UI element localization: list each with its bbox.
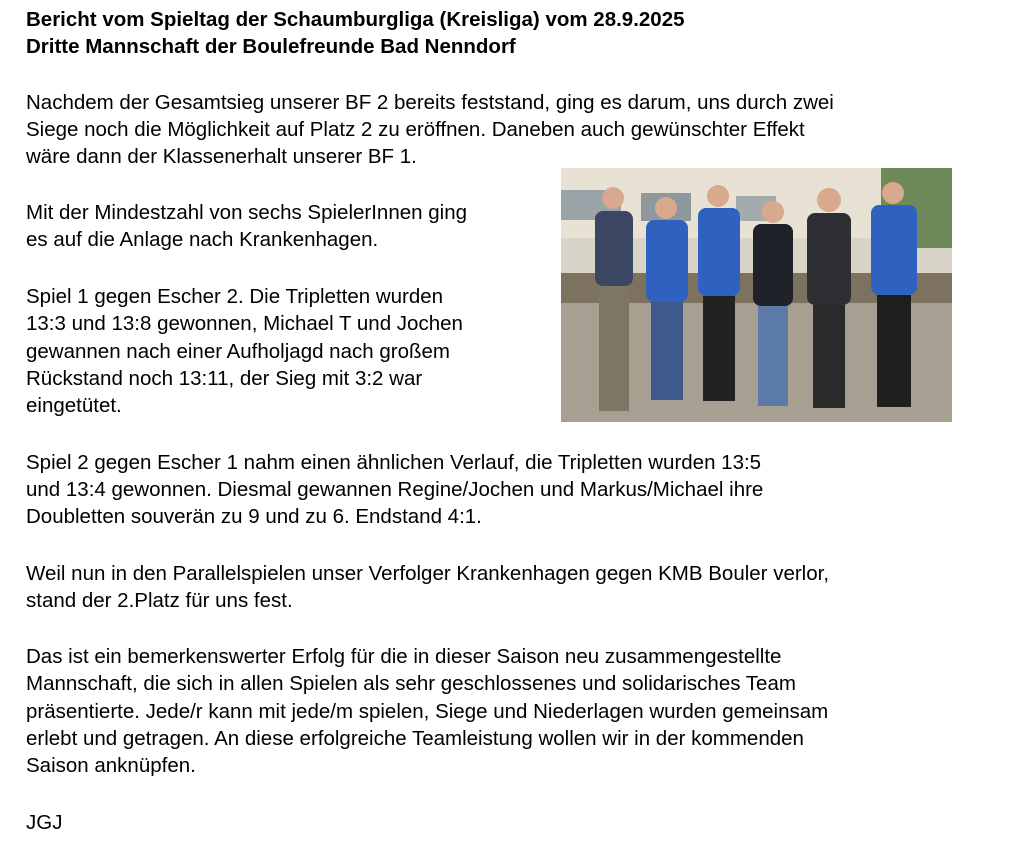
text-line: Mit der Mindestzahl von sechs SpielerInnen ging — [26, 201, 467, 224]
text-line: erlebt und getragen. An diese erfolgreiche Teamleistung wollen wir in der kommenden — [26, 727, 804, 750]
team-photo — [561, 168, 952, 422]
text-line: 13:3 und 13:8 gewonnen, Michael T und Jochen — [26, 312, 463, 335]
report-title-line-2: Dritte Mannschaft der Boulefreunde Bad Nenndorf — [26, 35, 516, 58]
text-line: präsentierte. Jede/r kann mit jede/m spielen, Siege und Niederlagen wurden gemeinsam — [26, 700, 829, 723]
signature: JGJ — [26, 811, 63, 834]
text-line: es auf die Anlage nach Krankenhagen. — [26, 228, 379, 251]
text-line: Das ist ein bemerkenswerter Erfolg für die in dieser Saison neu zusammengestellte — [26, 645, 782, 668]
text-line: und 13:4 gewonnen. Diesmal gewannen Regine/Jochen und Markus/Michael ihre — [26, 478, 764, 501]
text-line: Spiel 2 gegen Escher 1 nahm einen ähnlichen Verlauf, die Tripletten wurden 13:5 — [26, 451, 762, 474]
text-line: Mannschaft, die sich in allen Spielen als sehr geschlossenes und solidarisches Team — [26, 672, 796, 695]
text-line: eingetütet. — [26, 394, 122, 417]
text-line: stand der 2.Platz für uns fest. — [26, 589, 293, 612]
text-line: wäre dann der Klassenerhalt unserer BF 1. — [26, 145, 417, 168]
text-line: Nachdem der Gesamtsieg unserer BF 2 bereits feststand, ging es darum, uns durch zwei — [26, 91, 834, 114]
text-line: Rückstand noch 13:11, der Sieg mit 3:2 war — [26, 367, 423, 390]
text-line: Saison anknüpfen. — [26, 754, 196, 777]
report-title-line-1: Bericht vom Spieltag der Schaumburgliga (Kreisliga) vom 28.9.2025 — [26, 8, 685, 31]
text-line: Spiel 1 gegen Escher 2. Die Tripletten wurden — [26, 285, 444, 308]
text-line: Weil nun in den Parallelspielen unser Verfolger Krankenhagen gegen KMB Bouler verlor, — [26, 562, 830, 585]
text-line: gewannen nach einer Aufholjagd nach großem — [26, 340, 450, 363]
text-line: Siege noch die Möglichkeit auf Platz 2 zu eröffnen. Daneben auch gewünschter Effekt — [26, 118, 805, 141]
text-line: Doubletten souverän zu 9 und zu 6. Endstand 4:1. — [26, 505, 482, 528]
